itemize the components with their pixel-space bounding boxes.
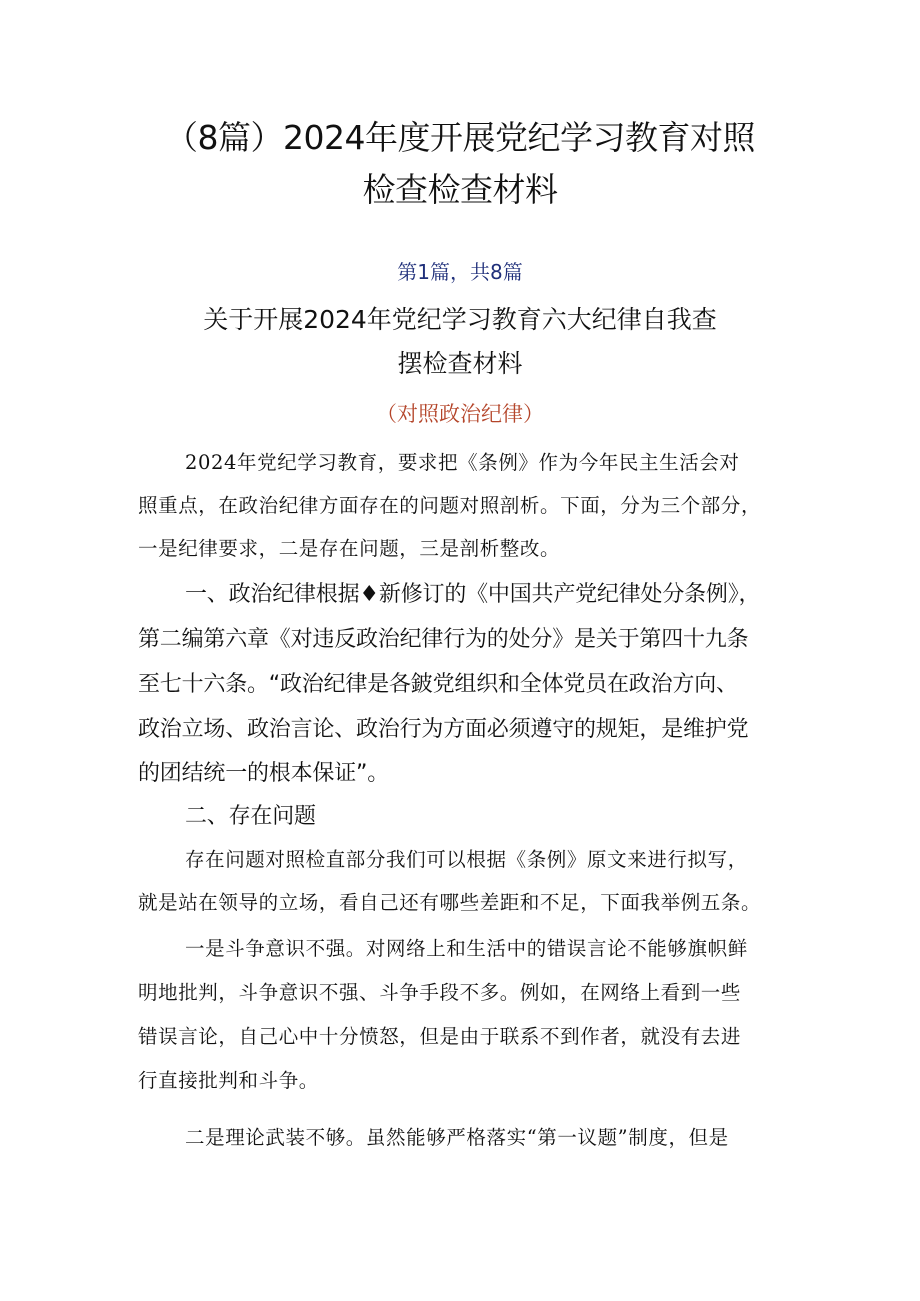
section2-line: 就是站在领导的立场，看自己还有哪些差距和不足，下面我举例五条。 xyxy=(138,891,762,914)
point1-line: 明地批判，斗争意识不强、斗争手段不多。例如，在网络上看到一些 xyxy=(138,981,742,1004)
section1-line: 的团结统一的根本保证”。 xyxy=(138,761,389,786)
section1-line: 第二编第六章《对违反政治纪律行为的处分》是关于第四十九条 xyxy=(138,627,749,652)
point2-line: 二是理论武装不够。虽然能够严格落实“第一议题”制度，但是 xyxy=(185,1126,729,1149)
subtitle-line-2: 摆检查材料 xyxy=(397,349,523,378)
section2-heading: 二、存在问题 xyxy=(185,804,316,829)
section1-line: 至七十六条。“政治纪律是各鈹党组织和全体党员在政治方向、 xyxy=(138,672,738,697)
section2-line: 存在问题对照检直部分我们可以根据《条例》原文来进行拟写， xyxy=(185,848,748,871)
intro-line: 2024年党纪学习教育，要求把《条例》作为今年民主生活会对 xyxy=(185,451,740,474)
intro-line: 一是纪律要求，二是存在问题，三是剖析整改。 xyxy=(138,537,561,560)
document-title-line-2: 检查检查材料 xyxy=(362,170,558,209)
section-note: （对照政治纪律） xyxy=(376,402,544,426)
document-title-line-1: （8篇）2024年度开展党纪学习教育对照 xyxy=(165,118,755,157)
section1-line: 一、政治纪律根据♦新修订的《中国共产党纪律处分条例》， xyxy=(185,582,761,607)
point1-line: 行直接批判和斗争。 xyxy=(138,1069,319,1092)
point1-line: 错误言论，自己心中十分愤怒，但是由于联系不到作者，就没有去进 xyxy=(138,1025,742,1048)
point1-line: 一是斗争意识不强。对网络上和生活中的错误言论不能够旗帜鲜 xyxy=(185,937,748,960)
intro-line: 照重点，在政治纪律方面存在的问题对照剖析。下面，分为三个部分， xyxy=(138,494,762,517)
chapter-label: 第1篇，共8篇 xyxy=(397,260,523,284)
section1-line: 政治立场、政治言论、政治行为方面必须遵守的规矩，是维护党 xyxy=(138,717,749,742)
subtitle-line-1: 关于开展2024年党纪学习教育六大纪律自我查 xyxy=(203,305,717,334)
